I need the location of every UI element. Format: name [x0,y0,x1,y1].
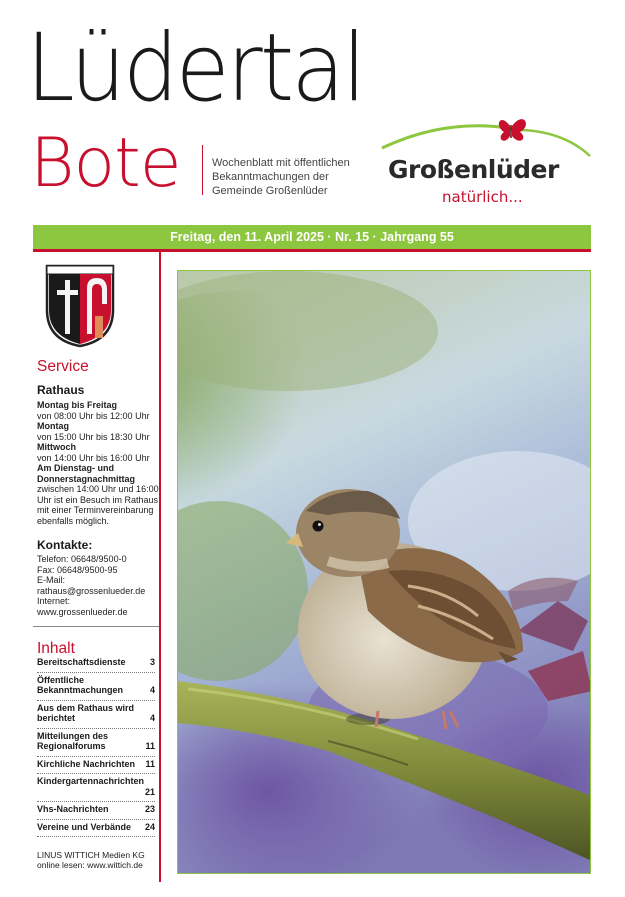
masthead-subtitle: Bote [30,124,181,203]
toc-item[interactable] [37,673,155,701]
sidebar [33,252,161,882]
coat-of-arms-icon [45,264,115,348]
toc-item-title: Vhs-Nachrichten [37,804,109,814]
toc-item-title: Kindergartennachrichten [37,776,145,786]
contacts-list [37,554,159,617]
contact-web[interactable]: www.grossenlueder.de [37,606,128,617]
toc-item-page: 3 [149,657,155,667]
contact-web-label: Internet: [37,596,71,606]
section-divider [33,626,159,627]
toc-item-page: 11 [145,741,155,751]
rathaus-heading: Rathaus [37,383,85,397]
toc-item-page: 23 [144,804,155,814]
hours-label: Montag [37,421,69,431]
issue-line: Freitag, den 11. April 2025 · Nr. 15 · Jahrgang 55 [170,230,454,244]
toc-item-title: Öffentliche Bekanntmachungen [37,674,124,695]
toc-item-title: Bereitschaftsdienste [37,657,126,667]
toc-item[interactable] [37,774,155,802]
toc-item[interactable] [37,729,155,757]
logo-name: Großenlüder [388,155,559,184]
toc-item[interactable] [37,701,155,729]
extra-hours-label: Am Dienstag- und Donnerstagnachmittag [37,463,136,484]
toc-item[interactable] [37,655,155,673]
toc-item-title: Aus dem Rathaus wird berichtet [37,702,135,723]
logo-slogan: natürlich... [442,188,523,206]
hours-label: Mittwoch [37,442,76,452]
issue-info-bar [33,225,591,249]
toc-item-page: 11 [145,758,155,769]
masthead-title: Lüdertal [26,14,364,123]
contact-email-label: E-Mail: [37,575,66,585]
masthead-tagline: Wochenblatt mit öffentlichen Bekanntmachungen der Gemeinde Großenlüder [212,157,350,197]
online-link[interactable]: online lesen: www.wittich.de [37,860,143,870]
sparrow-photo-image [178,271,591,874]
imprint [37,850,161,870]
contact-fax: Fax: 06648/9500-95 [37,564,118,575]
contacts-heading: Kontakte: [37,538,93,552]
table-of-contents [37,655,155,837]
municipality-logo [380,108,610,208]
hours-time: von 15:00 Uhr bis 18:30 Uhr [37,431,150,442]
toc-item-page: 21 [144,786,155,797]
contents-heading: Inhalt [37,640,75,657]
toc-item-title: Kirchliche Nachrichten [37,758,136,769]
toc-item-page: 24 [144,821,155,832]
toc-item-page: 4 [149,713,155,723]
hours-time: von 14:00 Uhr bis 16:00 Uhr [37,452,150,463]
toc-item-title: Vereine und Verbände [37,821,132,832]
toc-item[interactable] [37,820,155,838]
contact-phone: Telefon: 06648/9500-0 [37,554,127,564]
toc-item-title: Mitteilungen des Regionalforums [37,730,109,751]
publisher: LINUS WITTICH Medien KG [37,850,145,860]
toc-item[interactable] [37,757,155,775]
extra-hours-text: zwischen 14:00 Uhr und 16:00 Uhr ist ein Besuch im Rathaus mit einer Terminvereinbarung ebenfalls möglich. [37,484,159,526]
opening-hours [37,400,159,526]
cover-photo [177,270,591,874]
toc-item-page: 4 [149,685,155,695]
contact-email[interactable]: rathaus@grossenlueder.de [37,585,146,596]
toc-item[interactable] [37,802,155,820]
hours-label: Montag bis Freitag [37,400,118,410]
hours-time: von 08:00 Uhr bis 12:00 Uhr [37,410,150,421]
masthead-divider [202,145,203,195]
service-heading: Service [37,358,89,375]
